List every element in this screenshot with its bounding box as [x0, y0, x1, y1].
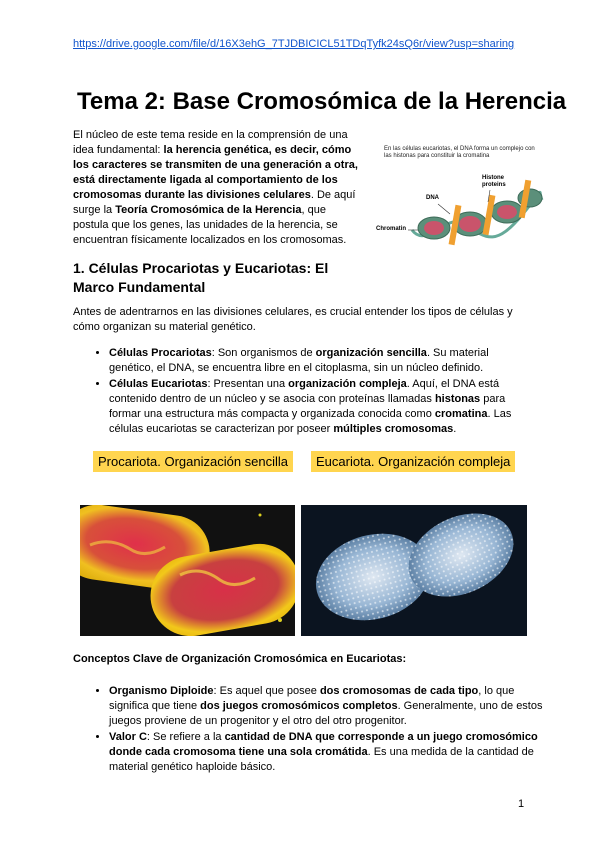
- text-run: : Se refiere a la: [146, 731, 225, 743]
- bold-text: múltiples cromosomas: [333, 423, 454, 435]
- bold-text: cantidad de DNA que corresponde a un juego cromosómico donde cada cromosoma tiene una sola cromátida: [109, 731, 538, 758]
- eukaryote-photo: [301, 505, 527, 636]
- text-run: , lo que significa que tiene: [109, 685, 515, 712]
- text-run: . Su material genético, el DNA, se encuentra libre en el citoplasma, sin un núcleo definido.: [109, 347, 489, 374]
- key-concepts-list: [73, 684, 549, 776]
- page-number: 1: [518, 798, 525, 810]
- text-run: . De aquí surge la: [73, 189, 356, 216]
- bold-text: Teoría Cromosómica de la Herencia: [115, 204, 302, 216]
- bullet-eukaryotic: [109, 377, 527, 437]
- section1-intro: Antes de adentrarnos en las divisiones celulares, es crucial entender los tipos de células y cómo organizan su material genético.: [73, 306, 513, 333]
- text-run: : Son organismos de: [211, 347, 316, 359]
- prokaryote-photo: [80, 505, 295, 636]
- bold-text: la herencia genética, es decir, cómo los caracteres se transmiten de una generación a otra, está directamente ligada al comportamiento de los cromosomas durante las divisiones celulares: [73, 144, 358, 201]
- key-concepts-heading: Conceptos Clave de Organización Cromosómica en Eucariotas:: [73, 653, 407, 665]
- bold-text: dos juegos cromosómicos completos: [200, 700, 398, 712]
- document-link[interactable]: https://drive.google.com/file/d/16X3ehG_7TJDBICICL51TDqTyfk24sQ6r/view?usp=sharing: [73, 38, 515, 50]
- label-dna: DNA: [426, 195, 439, 201]
- text-run: El núcleo de este tema reside en la comprensión de una idea fundamental:: [73, 129, 348, 156]
- bold-text: organización compleja: [288, 378, 407, 390]
- figure-caption: En las células eucariotas, el DNA forma un complejo con las histonas para constituir la cromatina: [384, 146, 535, 159]
- text-run: : Presentan una: [207, 378, 289, 390]
- text-run: para formar una estructura más compacta y organizada conocida como: [109, 393, 506, 420]
- text-run: .: [453, 423, 457, 435]
- bullet-prokaryotic: [109, 346, 527, 376]
- text-run: . Las células eucariotas se caracterizan por poseer: [109, 408, 512, 435]
- text-run: : Es aquel que posee: [213, 685, 320, 697]
- label-prokaryote: Procariota. Organización sencilla: [93, 451, 293, 472]
- text-run: , que postula que los genes, las unidades de la herencia, se encuentran físicamente localizados en los cromosomas.: [73, 204, 347, 246]
- bold-text: Organismo Diploide: [109, 685, 214, 697]
- bullet-c-value: [109, 730, 549, 775]
- cell-types-list: [73, 346, 527, 438]
- section1-heading: 1. Células Procariotas y Eucariotas: El Marco Fundamental: [73, 260, 329, 295]
- bold-text: histonas: [434, 393, 481, 405]
- text-run: . Es una medida de la cantidad de material genético haploide básico.: [109, 746, 534, 773]
- chromatin-figure: [372, 146, 544, 258]
- page-title: Tema 2: Base Cromosómica de la Herencia: [77, 88, 567, 115]
- bold-text: organización sencilla: [315, 347, 427, 359]
- text-run: . Generalmente, uno de estos juegos proviene de un progenitor y el otro del otro progenitor.: [109, 700, 543, 727]
- bullet-diploid: [109, 684, 549, 729]
- text-run: . Aquí, el DNA está contenido dentro de un núcleo y se asocia con proteínas llamadas: [109, 378, 500, 405]
- intro-paragraph: [73, 128, 363, 248]
- bold-text: cromatina: [434, 408, 488, 420]
- label-eukaryote: Eucariota. Organización compleja: [311, 451, 515, 472]
- label-histone: Histone proteins: [482, 175, 506, 188]
- bold-text: dos cromosomas de cada tipo: [319, 685, 479, 697]
- bold-text: Valor C: [109, 731, 147, 743]
- bold-text: Células Eucariotas: [109, 378, 208, 390]
- label-chromatin: Chromatin: [376, 226, 406, 232]
- bold-text: Células Procariotas: [109, 347, 212, 359]
